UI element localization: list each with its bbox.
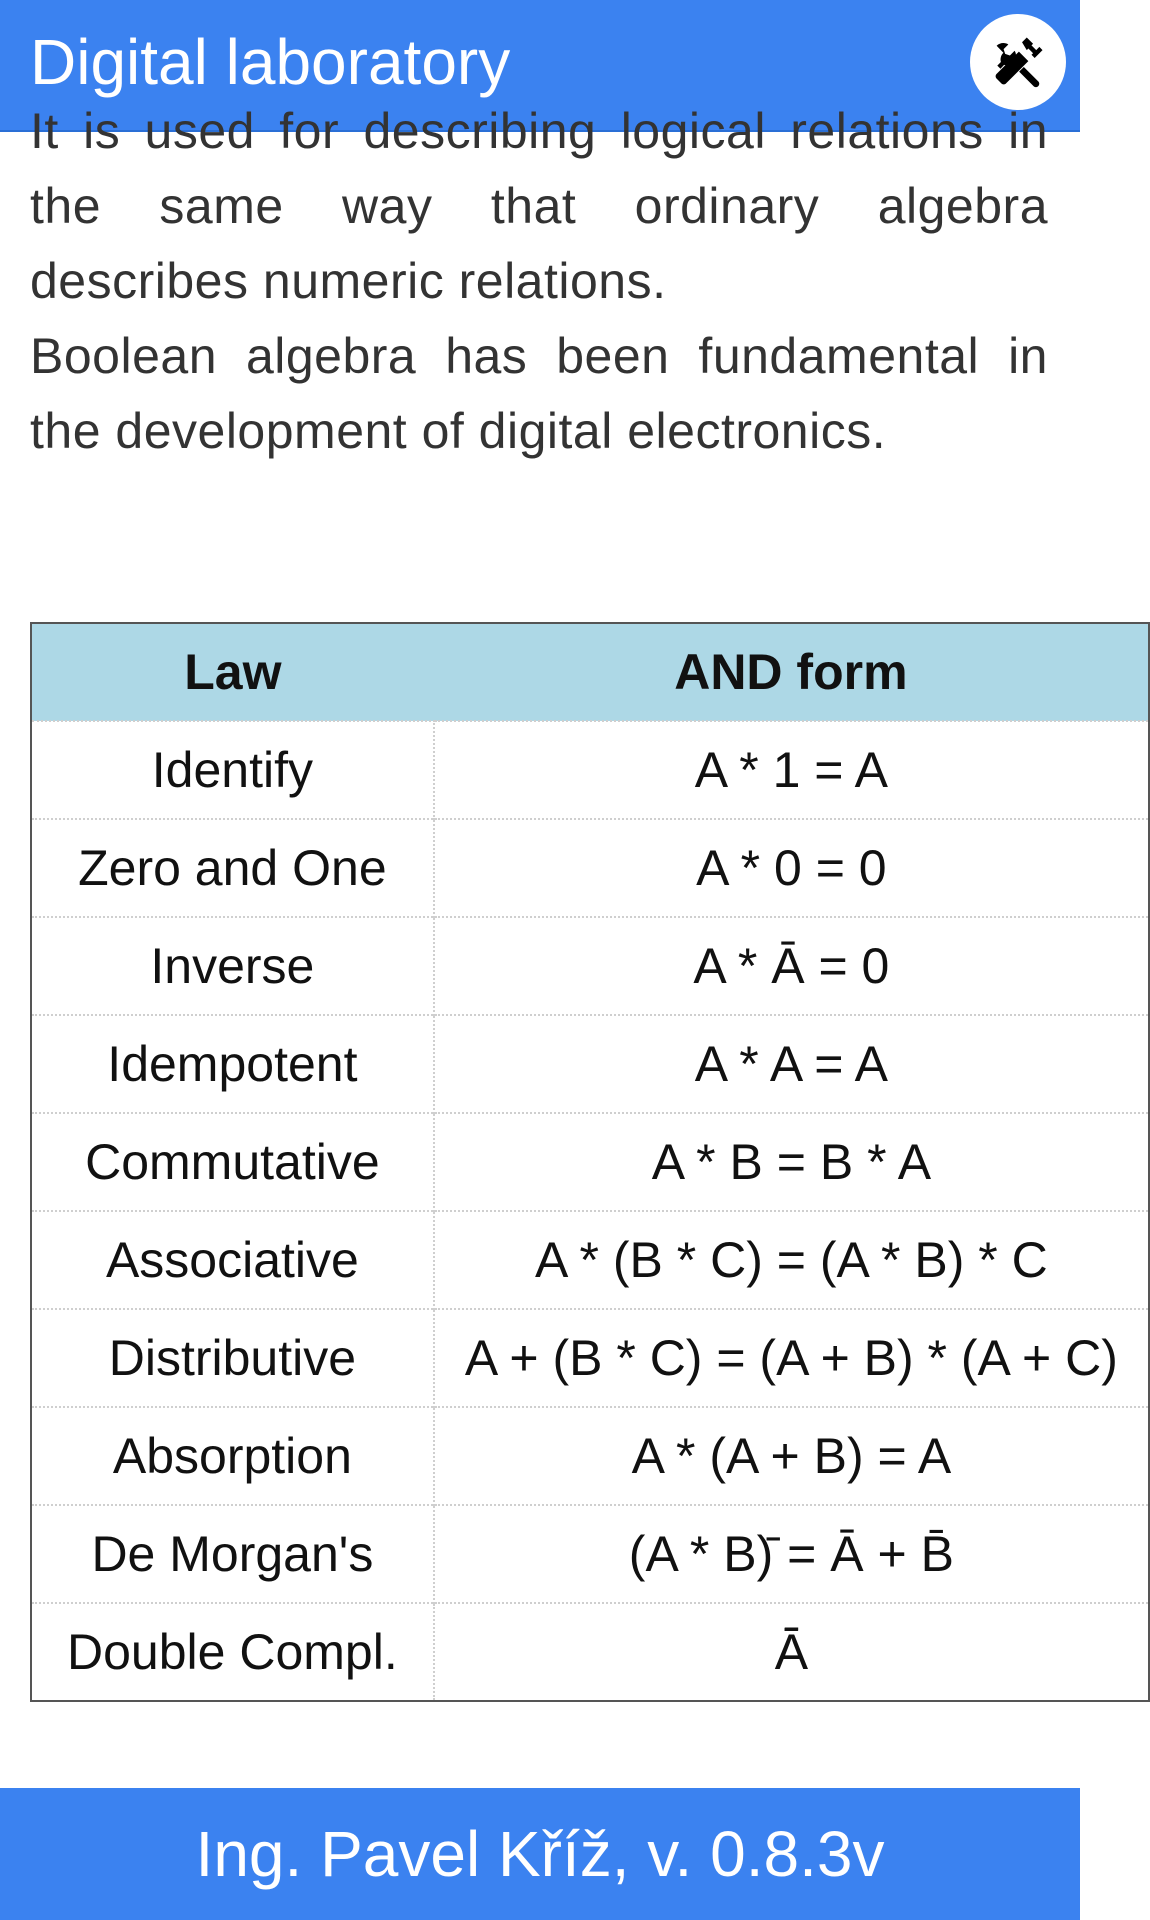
and-form: A * (B * C) = (A * B) * C <box>434 1211 1149 1309</box>
intro-paragraph-2: Boolean algebra has been fundamental in the development of digital electronics. <box>30 328 1048 459</box>
law-name: Double Compl. <box>31 1603 434 1701</box>
table-header-row <box>31 623 1149 721</box>
law-name: Inverse <box>31 917 434 1015</box>
table-row <box>31 1407 1149 1505</box>
table-row <box>31 819 1149 917</box>
table-row <box>31 1211 1149 1309</box>
and-form: A * B = B * A <box>434 1113 1149 1211</box>
laws-table-container[interactable] <box>30 622 1118 1702</box>
table-row <box>31 1113 1149 1211</box>
and-form: A + (B * C) = (A + B) * (A + C) <box>434 1309 1149 1407</box>
law-name: Idempotent <box>31 1015 434 1113</box>
laws-table <box>30 622 1150 1702</box>
and-form: A * 0 = 0 <box>434 819 1149 917</box>
and-form: A * Ā = 0 <box>434 917 1149 1015</box>
and-form: (A * B)̄ = Ā + B̄ <box>434 1505 1149 1603</box>
law-name: Absorption <box>31 1407 434 1505</box>
table-row <box>31 917 1149 1015</box>
tools-icon <box>991 35 1045 89</box>
footer-credit: Ing. Pavel Kříž, v. 0.8.3v <box>195 1818 885 1890</box>
header-law: Law <box>31 623 434 721</box>
and-form: Ā̄ <box>434 1603 1149 1701</box>
header-and-form: AND form <box>434 623 1149 721</box>
intro-paragraph-1: It is used for describing logical relations in the same way that ordinary algebra describes numeric relations. <box>30 103 1048 309</box>
and-form: A * A = A <box>434 1015 1149 1113</box>
law-name: Zero and One <box>31 819 434 917</box>
law-name: Commutative <box>31 1113 434 1211</box>
footer-bar <box>0 1788 1080 1920</box>
table-row <box>31 1309 1149 1407</box>
and-form: A * (A + B) = A <box>434 1407 1149 1505</box>
table-row <box>31 1015 1149 1113</box>
law-name: Associative <box>31 1211 434 1309</box>
law-name: De Morgan's <box>31 1505 434 1603</box>
table-row <box>31 1603 1149 1701</box>
law-name: Distributive <box>31 1309 434 1407</box>
and-form: A * 1 = A <box>434 721 1149 819</box>
content-area[interactable] <box>0 103 1118 1787</box>
law-name: Identify <box>31 721 434 819</box>
table-row <box>31 1505 1149 1603</box>
table-row <box>31 721 1149 819</box>
intro-text <box>30 94 1048 469</box>
app-title: Digital laboratory <box>30 26 511 98</box>
